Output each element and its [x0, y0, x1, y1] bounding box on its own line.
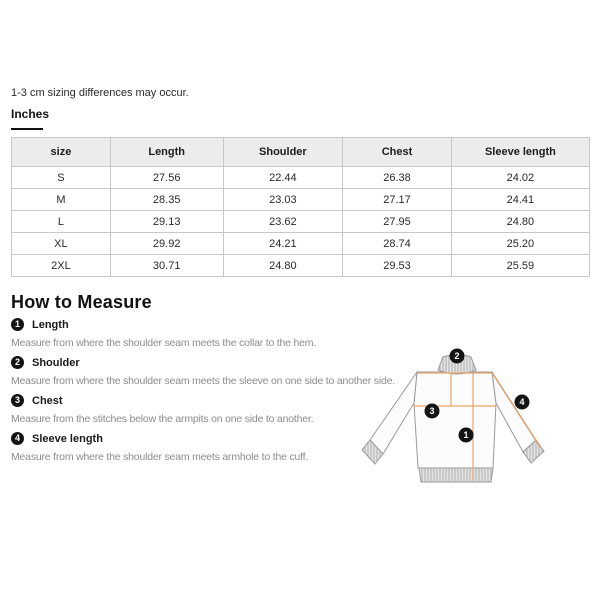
chest-cell: 28.74 — [343, 233, 452, 255]
measure-item-label: Chest — [32, 394, 63, 407]
sweater-measurement-diagram — [355, 340, 565, 500]
length-cell: 27.56 — [110, 167, 223, 189]
chest-cell: 26.38 — [343, 167, 452, 189]
number-2-badge-icon: 2 — [11, 356, 24, 369]
diagram-badge-4 — [515, 395, 530, 410]
size-cell: 2XL — [12, 255, 111, 277]
sleeve-cell: 24.80 — [451, 211, 589, 233]
length-cell: 29.13 — [110, 211, 223, 233]
sleeve-cell: 24.41 — [451, 189, 589, 211]
diagram-badge-3 — [425, 404, 440, 419]
chest-cell: 27.17 — [343, 189, 452, 211]
size-cell: XL — [12, 233, 111, 255]
badge-4-number: 4 — [519, 397, 525, 408]
column-header-length: Length — [110, 138, 223, 167]
measure-item-description: Measure from where the shoulder seam meets armhole to the cuff. — [11, 451, 309, 463]
sweater-diagram-svg — [355, 340, 565, 500]
size-table-header-row — [12, 138, 590, 167]
chest-cell: 27.95 — [343, 211, 452, 233]
measure-item-shoulder — [11, 356, 395, 388]
table-row-l — [12, 211, 590, 233]
measure-item-sleeve-length — [11, 432, 391, 464]
column-header-size: size — [12, 138, 111, 167]
size-cell: L — [12, 211, 111, 233]
shoulder-cell: 23.62 — [223, 211, 343, 233]
badge-3-number: 3 — [429, 406, 435, 417]
column-header-chest: Chest — [343, 138, 452, 167]
measure-item-length — [11, 318, 391, 350]
measure-item-description: Measure from the stitches below the armpits on one side to another. — [11, 413, 314, 425]
badge-2-number: 2 — [454, 351, 460, 362]
sweater-hem — [419, 468, 493, 482]
badge-1-number: 1 — [463, 430, 469, 441]
chest-cell: 29.53 — [343, 255, 452, 277]
size-table — [11, 137, 590, 277]
table-row-m — [12, 189, 590, 211]
sleeve-cell: 24.02 — [451, 167, 589, 189]
column-header-sleeve-length: Sleeve length — [451, 138, 589, 167]
number-4-badge-icon: 4 — [11, 432, 24, 445]
shoulder-cell: 23.03 — [223, 189, 343, 211]
sleeve-cell: 25.20 — [451, 233, 589, 255]
length-cell: 30.71 — [110, 255, 223, 277]
table-row-s — [12, 167, 590, 189]
measure-item-label: Sleeve length — [32, 432, 103, 445]
measure-item-description: Measure from where the shoulder seam meets the collar to the hem. — [11, 337, 317, 349]
column-header-shoulder: Shoulder — [223, 138, 343, 167]
how-to-measure-title: How to Measure — [11, 292, 152, 312]
size-cell: S — [12, 167, 111, 189]
sizing-note: 1-3 cm sizing differences may occur. — [11, 87, 189, 99]
number-1-badge-icon: 1 — [11, 318, 24, 331]
unit-label: Inches — [11, 107, 50, 121]
length-cell: 28.35 — [110, 189, 223, 211]
sweater-body — [414, 372, 496, 468]
shoulder-cell: 24.21 — [223, 233, 343, 255]
sweater-left-sleeve — [370, 372, 417, 454]
size-cell: M — [12, 189, 111, 211]
length-cell: 29.92 — [110, 233, 223, 255]
measure-item-description: Measure from where the shoulder seam meets the sleeve on one side to another side. — [11, 375, 395, 387]
sleeve-cell: 25.59 — [451, 255, 589, 277]
shoulder-cell: 22.44 — [223, 167, 343, 189]
number-3-badge-icon: 3 — [11, 394, 24, 407]
table-row-2xl — [12, 255, 590, 277]
shoulder-cell: 24.80 — [223, 255, 343, 277]
unit-underline — [11, 128, 43, 130]
table-row-xl — [12, 233, 590, 255]
measure-item-label: Shoulder — [32, 356, 80, 369]
measure-list — [11, 318, 395, 470]
diagram-badge-2 — [450, 349, 465, 364]
diagram-badge-1 — [459, 428, 474, 443]
measure-item-label: Length — [32, 318, 69, 331]
measure-item-chest — [11, 394, 391, 426]
